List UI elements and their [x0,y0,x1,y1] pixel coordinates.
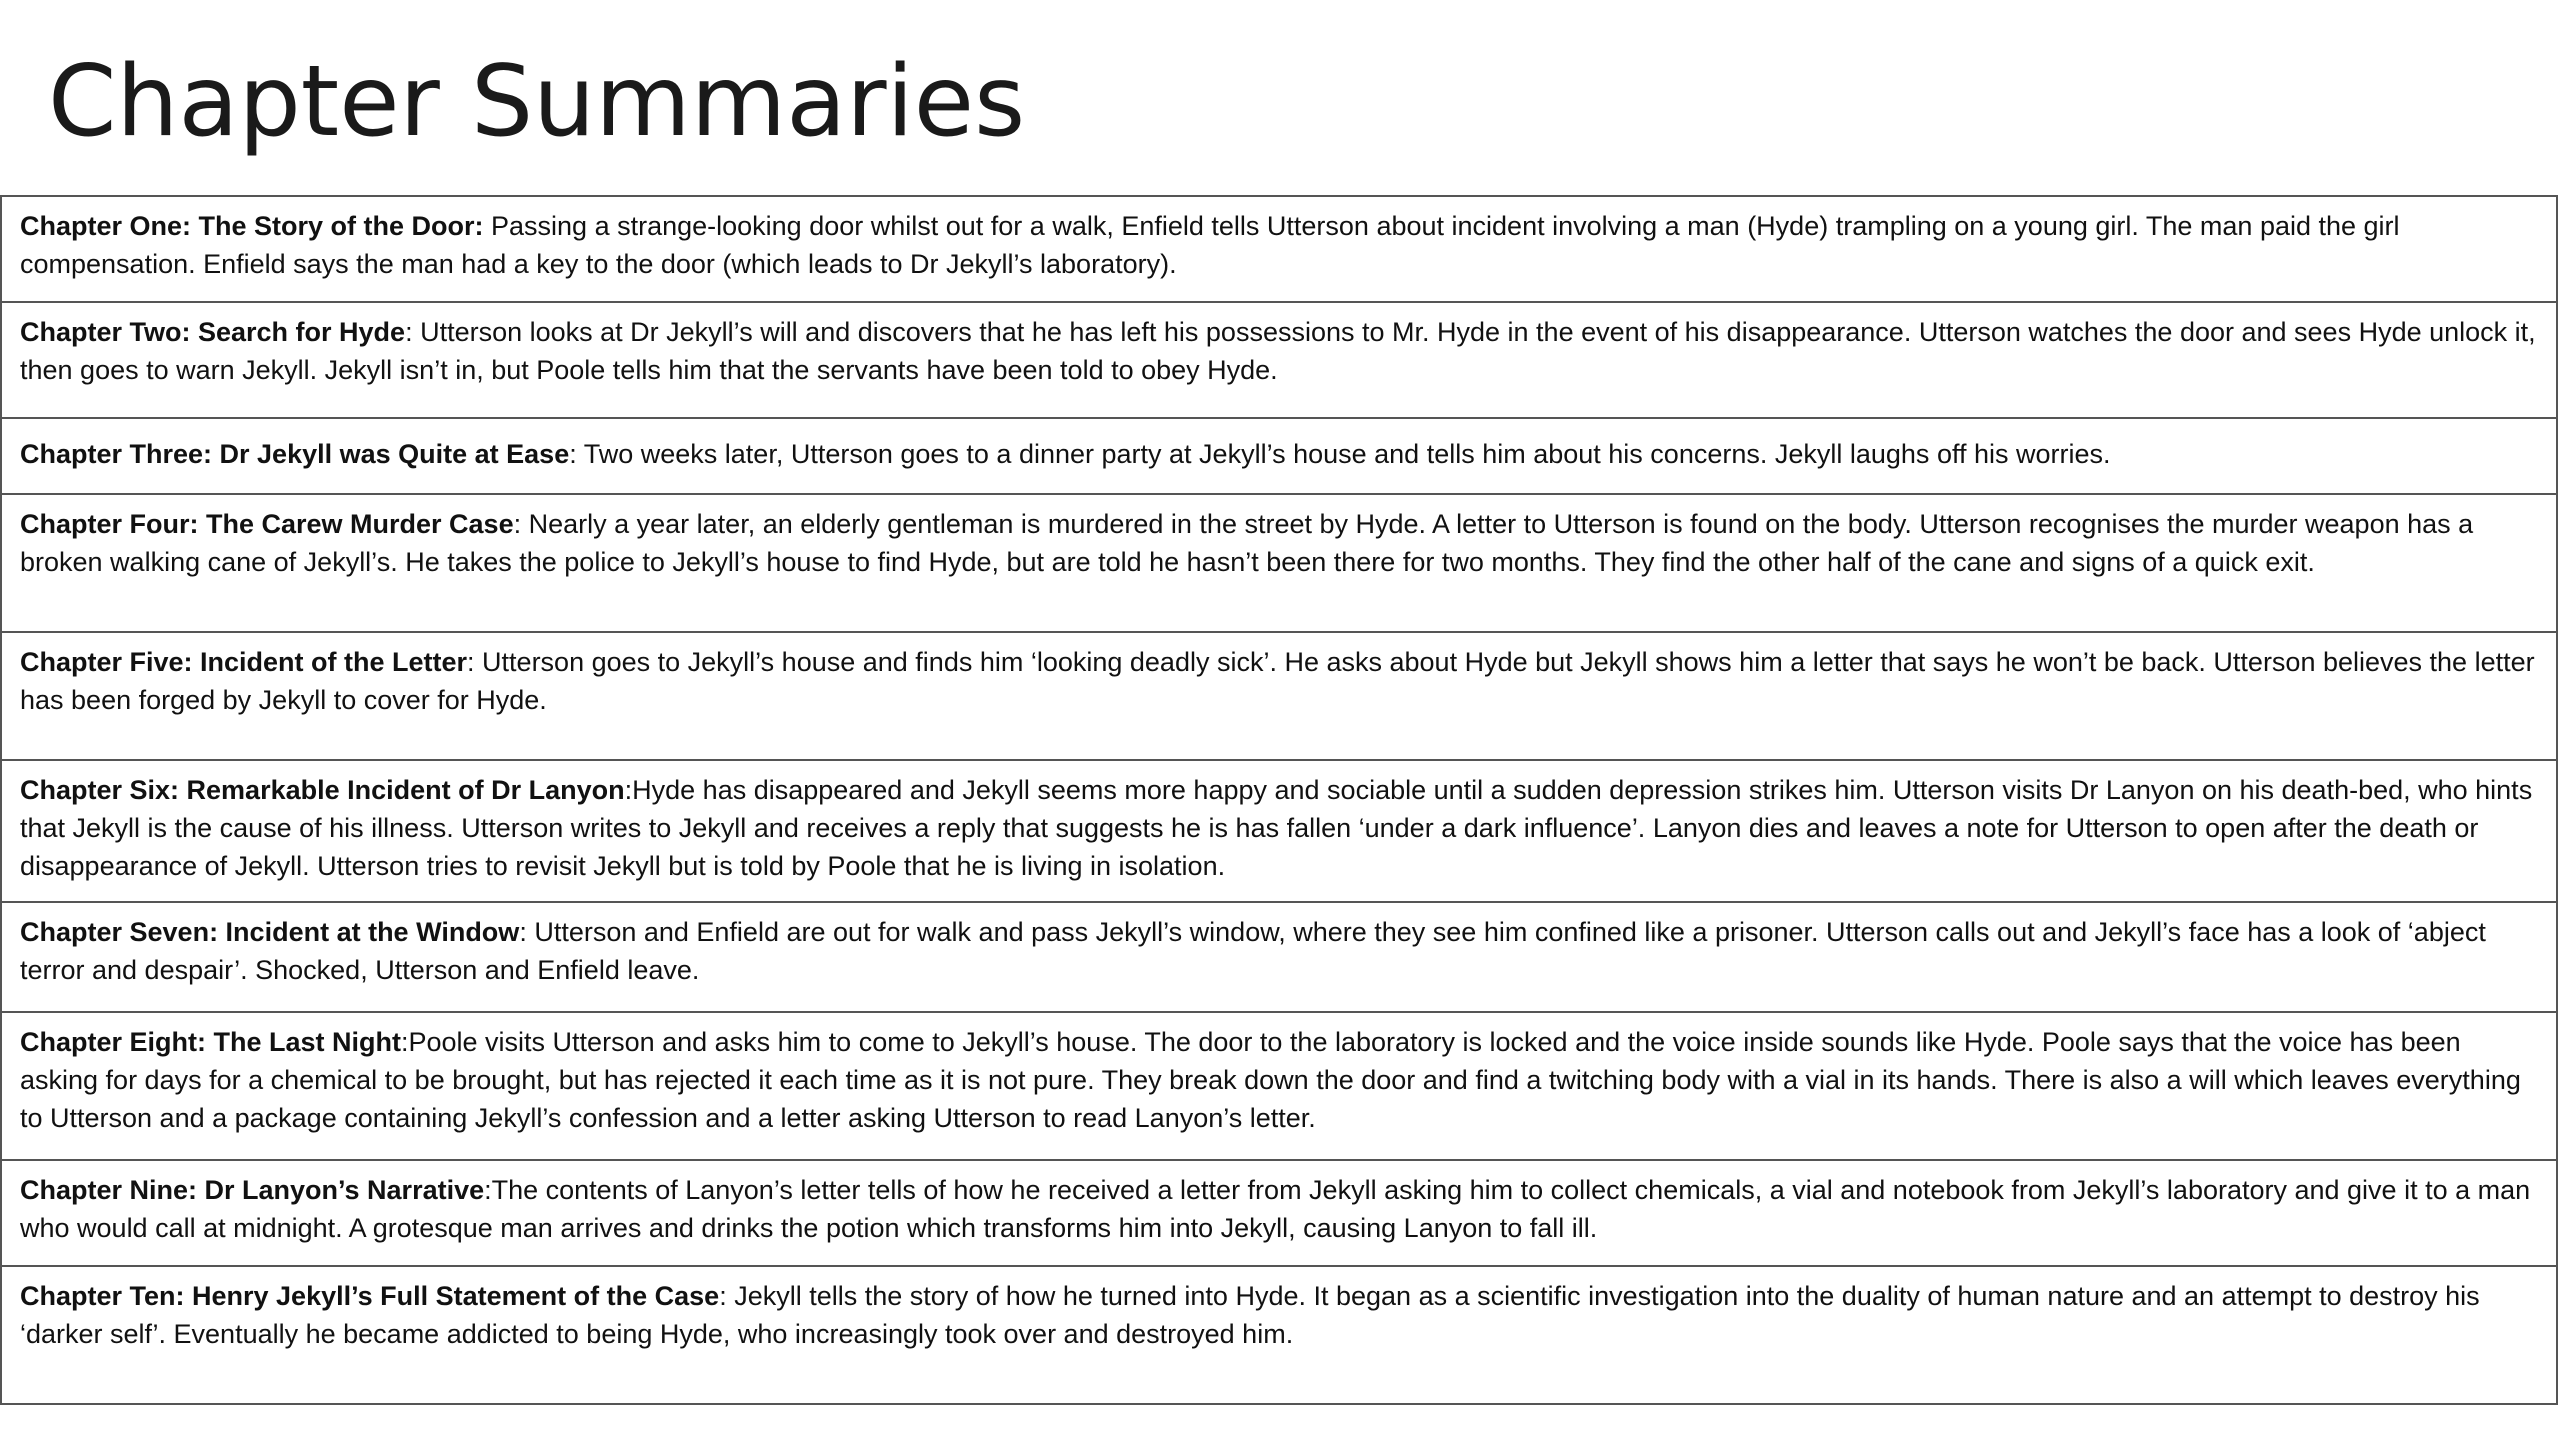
chapter-summary-text: : Utterson goes to Jekyll’s house and finds him ‘looking deadly sick’. He asks about Hyde but Jekyll shows him a letter that says he won’t be back. Utterson believes the letter has been forged by Jekyll to cover for Hyde. [20,647,2535,715]
table-row [1,494,2557,632]
chapter-summary-text: :Poole visits Utterson and asks him to come to Jekyll’s house. The door to the laboratory is locked and the voice inside sounds like Hyde. Poole says that the voice has been asking for days for a chemical to be brought, but has rejected it each time as it is not pure. They break down the door and find a twitching body with a vial in its hands. There is also a will which leaves everything to Utterson and a package containing Jekyll’s confession and a letter asking Utterson to read Lanyon’s letter. [20,1027,2521,1133]
chapter-heading: Chapter Ten: Henry Jekyll’s Full Statement of the Case [20,1281,720,1311]
chapter-summary-text: :The contents of Lanyon’s letter tells of how he received a letter from Jekyll asking him to collect chemicals, a vial and notebook from Jekyll’s laboratory and give it to a man who would call at midnight. A grotesque man arrives and drinks the potion which transforms him into Jekyll, causing Lanyon to fall ill. [20,1175,2531,1243]
chapter-summary-cell [1,418,2557,494]
table-row [1,1012,2557,1160]
chapter-summary-cell [1,302,2557,418]
chapter-summary-cell [1,196,2557,302]
chapter-summary-cell [1,1012,2557,1160]
table-row [1,196,2557,302]
chapter-summary-cell [1,1266,2557,1404]
chapter-summary-table [0,195,2558,1405]
chapter-summary-text: Passing a strange-looking door whilst out for a walk, Enfield tells Utterson about incident involving a man (Hyde) trampling on a young girl. The man paid the girl compensation. Enfield says the man had a key to the door (which leads to Dr Jekyll’s laboratory). [20,211,2400,279]
chapter-heading: Chapter Two: Search for Hyde [20,317,406,347]
chapter-heading: Chapter Nine: Dr Lanyon’s Narrative [20,1175,485,1205]
chapter-summary-text: : Two weeks later, Utterson goes to a dinner party at Jekyll’s house and tells him about his concerns. Jekyll laughs off his worries. [569,439,2111,469]
chapter-heading: Chapter Four: The Carew Murder Case [20,509,514,539]
chapter-summary-text: : Utterson looks at Dr Jekyll’s will and discovers that he has left his possessions to Mr. Hyde in the event of his disappearance. Utterson watches the door and sees Hyde unlock it, then goes to warn Jekyll. Jekyll isn’t in, but Poole tells him that the servants have been told to obey Hyde. [20,317,2536,385]
chapter-summary-text: : Jekyll tells the story of how he turned into Hyde. It began as a scientific investigation into the duality of human nature and an attempt to destroy his ‘darker self’. Eventually he became addicted to being Hyde, who increasingly took over and destroyed him. [20,1281,2480,1349]
chapter-summary-cell [1,494,2557,632]
chapter-summary-cell [1,632,2557,760]
table-row [1,418,2557,494]
table-row [1,1160,2557,1266]
chapter-summary-cell [1,902,2557,1012]
table-row [1,302,2557,418]
chapter-heading: Chapter Six: Remarkable Incident of Dr Lanyon [20,775,625,805]
chapter-summary-cell [1,760,2557,902]
chapter-summary-text: :Hyde has disappeared and Jekyll seems more happy and sociable until a sudden depression strikes him. Utterson visits Dr Lanyon on his death-bed, who hints that Jekyll is the cause of his illness. Utterson writes to Jekyll and receives a reply that suggests he is has fallen ‘under a dark influence’. Lanyon dies and leaves a note for Utterson to open after the death or disappearance of Jekyll. Utterson tries to revisit Jekyll but is told by Poole that he is living in isolation. [20,775,2533,881]
chapter-heading: Chapter One: The Story of the Door: [20,211,484,241]
page-title: Chapter Summaries [48,45,1026,159]
table-row [1,902,2557,1012]
table-row [1,1266,2557,1404]
table-row [1,632,2557,760]
chapter-heading: Chapter Three: Dr Jekyll was Quite at Ease [20,439,570,469]
chapter-heading: Chapter Seven: Incident at the Window [20,917,520,947]
chapter-summary-text: : Utterson and Enfield are out for walk and pass Jekyll’s window, where they see him confined like a prisoner. Utterson calls out and Jekyll’s face has a look of ‘abject terror and despair’. Shocked, Utterson and Enfield leave. [20,917,2486,985]
chapter-summary-cell [1,1160,2557,1266]
chapter-summary-text: : Nearly a year later, an elderly gentleman is murdered in the street by Hyde. A letter to Utterson is found on the body. Utterson recognises the murder weapon has a broken walking cane of Jekyll’s. He takes the police to Jekyll’s house to find Hyde, but are told he hasn’t been there for two months. They find the other half of the cane and signs of a quick exit. [20,509,2474,577]
table-row [1,760,2557,902]
chapter-heading: Chapter Eight: The Last Night [20,1027,401,1057]
chapter-heading: Chapter Five: Incident of the Letter [20,647,468,677]
